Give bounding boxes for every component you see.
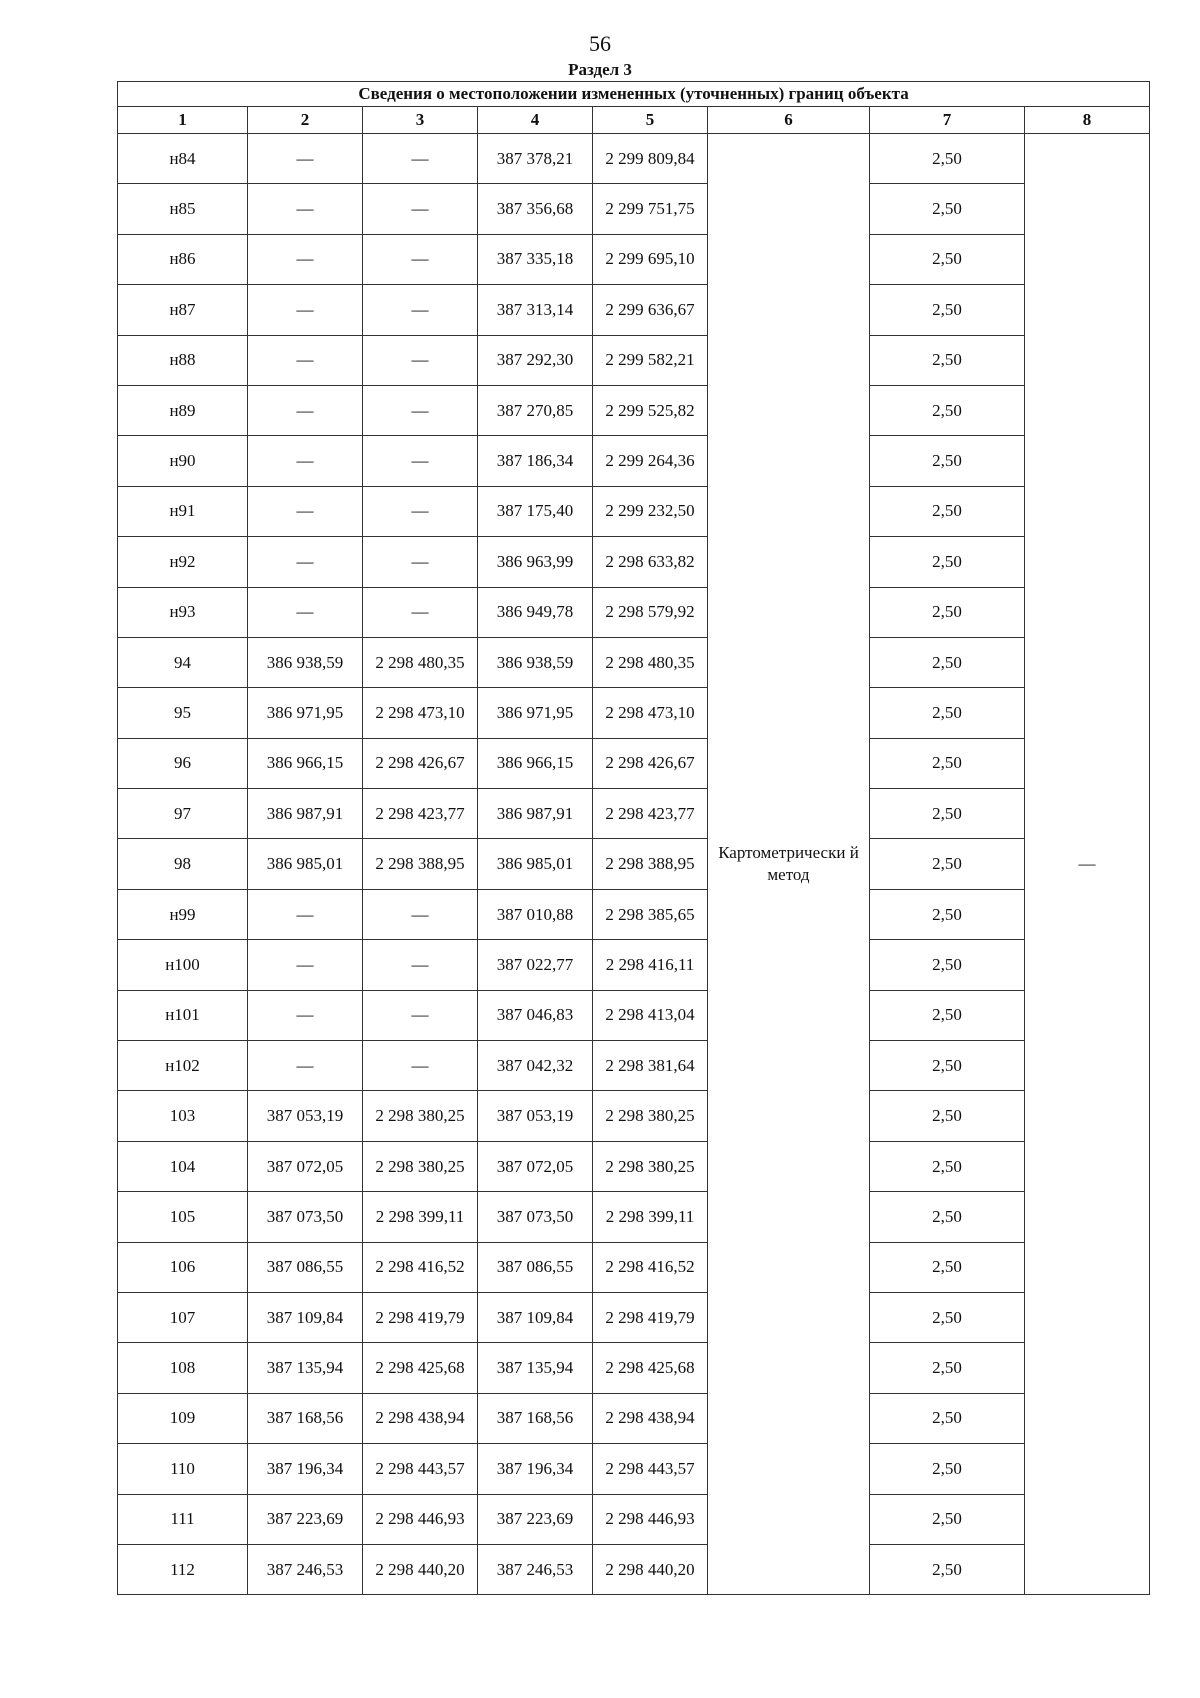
- accuracy-cell: 2,50: [870, 1292, 1025, 1342]
- table-row: [118, 789, 1150, 839]
- point-cell: н87: [118, 285, 248, 335]
- new-y-cell: 2 298 423,77: [593, 789, 708, 839]
- existing-x-cell: —: [248, 486, 363, 536]
- existing-y-cell: 2 298 438,94: [363, 1393, 478, 1443]
- existing-x-cell: —: [248, 1041, 363, 1091]
- new-y-cell: 2 298 416,11: [593, 940, 708, 990]
- existing-x-cell: 386 966,15: [248, 738, 363, 788]
- column-number: 2: [248, 107, 363, 134]
- accuracy-cell: 2,50: [870, 839, 1025, 889]
- table-row: [118, 234, 1150, 284]
- existing-y-cell: 2 298 440,20: [363, 1544, 478, 1594]
- new-y-cell: 2 298 381,64: [593, 1041, 708, 1091]
- column-number-row: [118, 107, 1150, 134]
- method-cell: Картометрически й метод: [708, 134, 870, 1595]
- existing-x-cell: —: [248, 889, 363, 939]
- new-y-cell: 2 299 232,50: [593, 486, 708, 536]
- new-y-cell: 2 298 438,94: [593, 1393, 708, 1443]
- new-x-cell: 386 938,59: [478, 637, 593, 687]
- existing-y-cell: —: [363, 587, 478, 637]
- table-row: [118, 537, 1150, 587]
- column-number: 4: [478, 107, 593, 134]
- table-row: [118, 940, 1150, 990]
- new-x-cell: 387 246,53: [478, 1544, 593, 1594]
- accuracy-cell: 2,50: [870, 587, 1025, 637]
- new-x-cell: 387 356,68: [478, 184, 593, 234]
- accuracy-cell: 2,50: [870, 486, 1025, 536]
- new-x-cell: 387 292,30: [478, 335, 593, 385]
- new-x-cell: 387 046,83: [478, 990, 593, 1040]
- new-y-cell: 2 298 385,65: [593, 889, 708, 939]
- existing-y-cell: —: [363, 285, 478, 335]
- accuracy-cell: 2,50: [870, 537, 1025, 587]
- new-y-cell: 2 298 579,92: [593, 587, 708, 637]
- table-row: [118, 184, 1150, 234]
- accuracy-cell: 2,50: [870, 1393, 1025, 1443]
- new-y-cell: 2 298 388,95: [593, 839, 708, 889]
- accuracy-cell: 2,50: [870, 1141, 1025, 1191]
- point-cell: н91: [118, 486, 248, 536]
- accuracy-cell: 2,50: [870, 285, 1025, 335]
- new-y-cell: 2 298 380,25: [593, 1141, 708, 1191]
- table-row: [118, 1393, 1150, 1443]
- point-cell: 98: [118, 839, 248, 889]
- accuracy-cell: 2,50: [870, 789, 1025, 839]
- existing-x-cell: 387 072,05: [248, 1141, 363, 1191]
- point-cell: 111: [118, 1494, 248, 1544]
- table-row: [118, 1242, 1150, 1292]
- new-x-cell: 387 042,32: [478, 1041, 593, 1091]
- accuracy-cell: 2,50: [870, 889, 1025, 939]
- new-y-cell: 2 299 809,84: [593, 134, 708, 184]
- table-body: [118, 134, 1150, 1595]
- existing-y-cell: 2 298 380,25: [363, 1141, 478, 1191]
- existing-y-cell: 2 298 426,67: [363, 738, 478, 788]
- new-y-cell: 2 299 751,75: [593, 184, 708, 234]
- existing-y-cell: —: [363, 940, 478, 990]
- new-y-cell: 2 298 416,52: [593, 1242, 708, 1292]
- existing-y-cell: 2 298 380,25: [363, 1091, 478, 1141]
- new-x-cell: 386 966,15: [478, 738, 593, 788]
- new-y-cell: 2 298 633,82: [593, 537, 708, 587]
- new-x-cell: 386 949,78: [478, 587, 593, 637]
- accuracy-cell: 2,50: [870, 940, 1025, 990]
- new-y-cell: 2 298 419,79: [593, 1292, 708, 1342]
- new-x-cell: 387 378,21: [478, 134, 593, 184]
- new-x-cell: 387 086,55: [478, 1242, 593, 1292]
- existing-y-cell: 2 298 480,35: [363, 637, 478, 687]
- point-cell: н93: [118, 587, 248, 637]
- new-y-cell: 2 299 525,82: [593, 385, 708, 435]
- column-number: 1: [118, 107, 248, 134]
- existing-x-cell: 387 135,94: [248, 1343, 363, 1393]
- point-cell: 95: [118, 688, 248, 738]
- new-x-cell: 387 313,14: [478, 285, 593, 335]
- point-cell: н100: [118, 940, 248, 990]
- table-row: [118, 1444, 1150, 1494]
- point-cell: 112: [118, 1544, 248, 1594]
- new-x-cell: 387 335,18: [478, 234, 593, 284]
- existing-y-cell: —: [363, 234, 478, 284]
- table-row: [118, 839, 1150, 889]
- existing-y-cell: —: [363, 537, 478, 587]
- new-x-cell: 386 985,01: [478, 839, 593, 889]
- existing-x-cell: —: [248, 184, 363, 234]
- point-cell: 106: [118, 1242, 248, 1292]
- table-row: [118, 1091, 1150, 1141]
- accuracy-cell: 2,50: [870, 1192, 1025, 1242]
- existing-y-cell: 2 298 446,93: [363, 1494, 478, 1544]
- point-cell: н85: [118, 184, 248, 234]
- accuracy-cell: 2,50: [870, 1444, 1025, 1494]
- column-number: 6: [708, 107, 870, 134]
- new-x-cell: 386 963,99: [478, 537, 593, 587]
- point-cell: н99: [118, 889, 248, 939]
- point-cell: 107: [118, 1292, 248, 1342]
- existing-x-cell: 387 109,84: [248, 1292, 363, 1342]
- new-x-cell: 387 109,84: [478, 1292, 593, 1342]
- existing-x-cell: —: [248, 385, 363, 435]
- new-y-cell: 2 298 413,04: [593, 990, 708, 1040]
- accuracy-cell: 2,50: [870, 385, 1025, 435]
- table-row: [118, 1544, 1150, 1594]
- new-x-cell: 387 135,94: [478, 1343, 593, 1393]
- boundary-coordinates-table: [117, 81, 1150, 1595]
- new-x-cell: 387 072,05: [478, 1141, 593, 1191]
- existing-x-cell: 386 985,01: [248, 839, 363, 889]
- existing-y-cell: 2 298 423,77: [363, 789, 478, 839]
- existing-x-cell: —: [248, 537, 363, 587]
- table-row: [118, 990, 1150, 1040]
- accuracy-cell: 2,50: [870, 688, 1025, 738]
- existing-x-cell: —: [248, 234, 363, 284]
- existing-x-cell: —: [248, 436, 363, 486]
- table-row: [118, 738, 1150, 788]
- existing-y-cell: 2 298 425,68: [363, 1343, 478, 1393]
- point-cell: 105: [118, 1192, 248, 1242]
- existing-x-cell: —: [248, 335, 363, 385]
- existing-x-cell: 387 196,34: [248, 1444, 363, 1494]
- new-y-cell: 2 298 426,67: [593, 738, 708, 788]
- point-cell: н92: [118, 537, 248, 587]
- table-row: [118, 637, 1150, 687]
- accuracy-cell: 2,50: [870, 134, 1025, 184]
- existing-x-cell: —: [248, 587, 363, 637]
- new-y-cell: 2 299 636,67: [593, 285, 708, 335]
- point-cell: 94: [118, 637, 248, 687]
- new-y-cell: 2 298 440,20: [593, 1544, 708, 1594]
- existing-y-cell: 2 298 399,11: [363, 1192, 478, 1242]
- point-cell: н102: [118, 1041, 248, 1091]
- table-row: [118, 1292, 1150, 1342]
- new-y-cell: 2 298 425,68: [593, 1343, 708, 1393]
- point-cell: 103: [118, 1091, 248, 1141]
- new-x-cell: 386 987,91: [478, 789, 593, 839]
- existing-x-cell: 387 053,19: [248, 1091, 363, 1141]
- table-row: [118, 889, 1150, 939]
- existing-y-cell: —: [363, 486, 478, 536]
- table-row: [118, 1041, 1150, 1091]
- accuracy-cell: 2,50: [870, 184, 1025, 234]
- new-y-cell: 2 298 443,57: [593, 1444, 708, 1494]
- description-cell: —: [1025, 134, 1150, 1595]
- table-row: [118, 1141, 1150, 1191]
- existing-x-cell: 387 246,53: [248, 1544, 363, 1594]
- new-y-cell: 2 298 446,93: [593, 1494, 708, 1544]
- existing-x-cell: —: [248, 285, 363, 335]
- point-cell: н86: [118, 234, 248, 284]
- table-row: [118, 486, 1150, 536]
- existing-x-cell: 387 073,50: [248, 1192, 363, 1242]
- new-y-cell: 2 299 582,21: [593, 335, 708, 385]
- column-number: 8: [1025, 107, 1150, 134]
- existing-x-cell: 387 086,55: [248, 1242, 363, 1292]
- new-y-cell: 2 299 695,10: [593, 234, 708, 284]
- new-x-cell: 387 168,56: [478, 1393, 593, 1443]
- new-y-cell: 2 299 264,36: [593, 436, 708, 486]
- new-x-cell: 387 270,85: [478, 385, 593, 435]
- accuracy-cell: 2,50: [870, 1091, 1025, 1141]
- table-row: [118, 335, 1150, 385]
- table-row: [118, 436, 1150, 486]
- existing-x-cell: 386 971,95: [248, 688, 363, 738]
- new-x-cell: 387 022,77: [478, 940, 593, 990]
- existing-y-cell: 2 298 416,52: [363, 1242, 478, 1292]
- new-x-cell: 387 073,50: [478, 1192, 593, 1242]
- point-cell: н89: [118, 385, 248, 435]
- table-row: [118, 688, 1150, 738]
- existing-y-cell: —: [363, 990, 478, 1040]
- existing-y-cell: —: [363, 436, 478, 486]
- accuracy-cell: 2,50: [870, 1242, 1025, 1292]
- table-row: [118, 385, 1150, 435]
- existing-x-cell: —: [248, 990, 363, 1040]
- table-row: [118, 1343, 1150, 1393]
- accuracy-cell: 2,50: [870, 1544, 1025, 1594]
- existing-y-cell: 2 298 419,79: [363, 1292, 478, 1342]
- table-caption: Сведения о местоположении измененных (уточненных) границ объекта: [118, 82, 1150, 107]
- point-cell: 104: [118, 1141, 248, 1191]
- new-x-cell: 387 053,19: [478, 1091, 593, 1141]
- existing-x-cell: 386 987,91: [248, 789, 363, 839]
- column-number: 7: [870, 107, 1025, 134]
- existing-y-cell: —: [363, 335, 478, 385]
- new-x-cell: 387 175,40: [478, 486, 593, 536]
- existing-y-cell: —: [363, 184, 478, 234]
- existing-x-cell: 387 168,56: [248, 1393, 363, 1443]
- accuracy-cell: 2,50: [870, 1343, 1025, 1393]
- new-y-cell: 2 298 480,35: [593, 637, 708, 687]
- new-x-cell: 387 196,34: [478, 1444, 593, 1494]
- new-x-cell: 387 186,34: [478, 436, 593, 486]
- existing-y-cell: 2 298 473,10: [363, 688, 478, 738]
- point-cell: н84: [118, 134, 248, 184]
- point-cell: 110: [118, 1444, 248, 1494]
- accuracy-cell: 2,50: [870, 990, 1025, 1040]
- column-number: 3: [363, 107, 478, 134]
- point-cell: 109: [118, 1393, 248, 1443]
- new-x-cell: 387 010,88: [478, 889, 593, 939]
- accuracy-cell: 2,50: [870, 335, 1025, 385]
- point-cell: н88: [118, 335, 248, 385]
- page-number: 56: [589, 31, 611, 56]
- existing-y-cell: —: [363, 889, 478, 939]
- table-row: [118, 1494, 1150, 1544]
- accuracy-cell: 2,50: [870, 637, 1025, 687]
- new-x-cell: 387 223,69: [478, 1494, 593, 1544]
- existing-y-cell: 2 298 443,57: [363, 1444, 478, 1494]
- column-number: 5: [593, 107, 708, 134]
- existing-y-cell: 2 298 388,95: [363, 839, 478, 889]
- accuracy-cell: 2,50: [870, 1494, 1025, 1544]
- new-y-cell: 2 298 399,11: [593, 1192, 708, 1242]
- accuracy-cell: 2,50: [870, 436, 1025, 486]
- table-row: [118, 285, 1150, 335]
- point-cell: 97: [118, 789, 248, 839]
- table-row: [118, 134, 1150, 184]
- table-row: [118, 1192, 1150, 1242]
- point-cell: н90: [118, 436, 248, 486]
- existing-y-cell: —: [363, 1041, 478, 1091]
- new-y-cell: 2 298 473,10: [593, 688, 708, 738]
- section-title: Раздел 3: [568, 60, 632, 79]
- new-y-cell: 2 298 380,25: [593, 1091, 708, 1141]
- table-row: [118, 587, 1150, 637]
- point-cell: 108: [118, 1343, 248, 1393]
- existing-x-cell: —: [248, 940, 363, 990]
- point-cell: н101: [118, 990, 248, 1040]
- existing-y-cell: —: [363, 134, 478, 184]
- existing-x-cell: 386 938,59: [248, 637, 363, 687]
- existing-x-cell: 387 223,69: [248, 1494, 363, 1544]
- existing-x-cell: —: [248, 134, 363, 184]
- accuracy-cell: 2,50: [870, 234, 1025, 284]
- accuracy-cell: 2,50: [870, 738, 1025, 788]
- existing-y-cell: —: [363, 385, 478, 435]
- accuracy-cell: 2,50: [870, 1041, 1025, 1091]
- new-x-cell: 386 971,95: [478, 688, 593, 738]
- point-cell: 96: [118, 738, 248, 788]
